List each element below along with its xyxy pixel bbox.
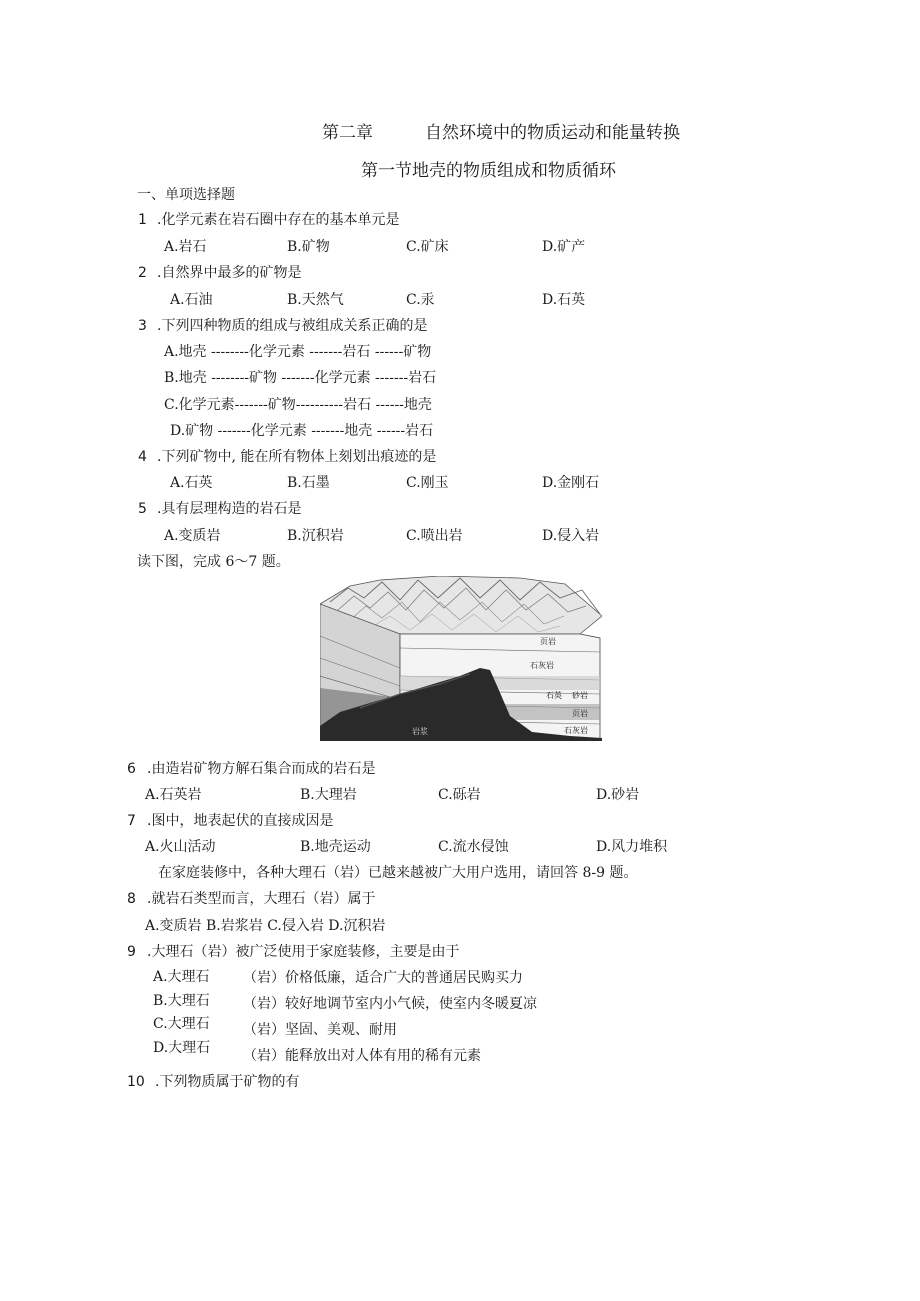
option-a: A.石油 [170,292,213,308]
section-title: 第一节地壳的物质组成和物质循环 [361,161,616,181]
option-d: D.石英 [542,292,586,308]
option-c: C.刚玉 [406,475,449,491]
option-a-label: A.大理石 [153,969,210,985]
option-d-text: （岩）能释放出对人体有用的稀有元素 [243,1048,481,1064]
option-a: A.岩石 [164,239,207,255]
option-d-label: D.大理石 [153,1040,211,1056]
option-a: A.火山活动 [145,839,216,855]
question-number: 3 [138,318,147,334]
label-sandstone: 砂岩 [572,691,588,700]
question-stem: .下列矿物中, 能在所有物体上刻划出痕迹的是 [157,449,437,465]
question-number: 7 [127,813,136,829]
option-c-label: C.大理石 [153,1016,210,1032]
question-number: 9 [127,944,136,960]
question-stem: .下列四种物质的组成与被组成关系正确的是 [157,318,428,334]
question-number: 5 [138,501,147,517]
question-stem: .就岩石类型而言，大理石（岩）属于 [147,891,376,907]
option-c: C.砾岩 [438,787,481,803]
question-stem: .具有层理构造的岩石是 [157,501,302,517]
question-stem: .由造岩矿物方解石集合而成的岩石是 [147,761,376,777]
question-number: 1 [138,212,147,228]
option-d: D.矿物 -------化学元素 -------地壳 ------岩石 [170,423,434,439]
option-a: A.变质岩 [164,528,221,544]
question-number: 10 [127,1074,145,1090]
option-c: C.化学元素-------矿物----------岩石 ------地壳 [164,397,432,413]
option-c: C.喷出岩 [406,528,463,544]
question-stem: .下列物质属于矿物的有 [155,1074,300,1090]
option-b: B.沉积岩 [287,528,344,544]
question-number: 4 [138,449,147,465]
option-d: D.侵入岩 [542,528,600,544]
question-stem: .图中，地表起伏的直接成因是 [147,813,334,829]
option-d: D.砂岩 [596,787,640,803]
label-magma: 岩浆 [412,727,428,736]
option-a: A.地壳 --------化学元素 -------岩石 ------矿物 [164,344,432,360]
option-b: B.矿物 [287,239,330,255]
option-c: C.汞 [406,292,435,308]
question-number: 6 [127,761,136,777]
option-b-label: B.大理石 [153,993,210,1009]
part-heading: 一、单项选择题 [137,187,235,203]
option-b: B.天然气 [287,292,344,308]
question-stem: .大理石（岩）被广泛使用于家庭装修，主要是由于 [147,944,460,960]
chapter-label: 第二章 [322,123,373,143]
option-c: C.流水侵蚀 [438,839,509,855]
question-stem: .化学元素在岩石圈中存在的基本单元是 [157,212,400,228]
option-d: D.风力堆积 [596,839,668,855]
label-quartz: 石英 [546,691,562,700]
label-shale-bottom: 页岩 [572,709,588,718]
option-b: B.石墨 [287,475,330,491]
question-stem: .自然界中最多的矿物是 [157,265,302,281]
label-shale-top: 页岩 [540,637,556,646]
option-a-text: （岩）价格低廉，适合广大的普通居民购买力 [243,970,523,986]
option-a: A.石英岩 [145,787,202,803]
option-d: D.金刚石 [542,475,600,491]
option-a: A.石英 [170,475,213,491]
option-c: C.矿床 [406,239,449,255]
option-b: B.大理岩 [300,787,357,803]
chapter-title: 自然环境中的物质运动和能量转换 [425,123,680,143]
strata-block-diagram [320,576,602,741]
options-inline: A.变质岩 B.岩浆岩 C.侵入岩 D.沉积岩 [145,918,386,934]
option-d: D.矿产 [542,239,586,255]
figure-instruction: 读下图，完成 6〜7 题。 [137,554,290,570]
option-b: B.地壳运动 [300,839,371,855]
question-number: 8 [127,891,136,907]
question-number: 2 [138,265,147,281]
label-limestone-bottom: 石灰岩 [564,726,588,735]
label-limestone-top: 石灰岩 [530,661,554,670]
context-paragraph: 在家庭装修中，各种大理石（岩）已越来越被广大用户选用，请回答 8-9 题。 [158,865,638,881]
option-b: B.地壳 --------矿物 -------化学元素 -------岩石 [164,370,437,386]
option-c-text: （岩）坚固、美观、耐用 [243,1022,397,1038]
option-b-text: （岩）较好地调节室内小气候，使室内冬暖夏凉 [243,996,537,1012]
